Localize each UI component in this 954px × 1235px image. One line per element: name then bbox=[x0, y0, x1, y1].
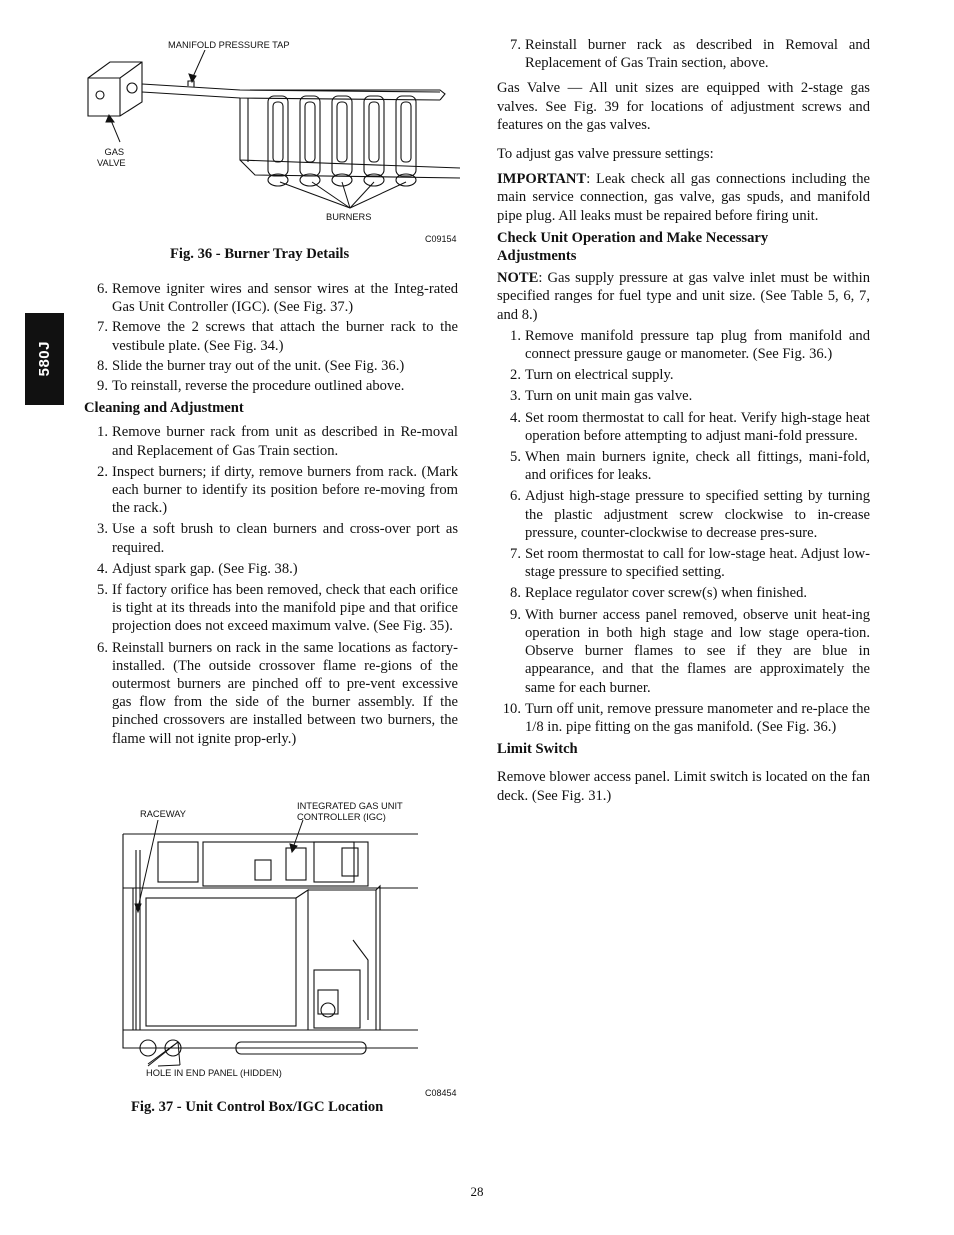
important-label: IMPORTANT bbox=[497, 171, 587, 188]
list-item: 2. Inspect burners; if dirty, remove burners from rack. (Mark each burner to identify its position before re-moving from the rack.) bbox=[97, 463, 458, 517]
cleaning-heading: Cleaning and Adjustment bbox=[84, 400, 244, 417]
figure-36-caption: Fig. 36 - Burner Tray Details bbox=[170, 246, 350, 262]
removal-step-7 bbox=[497, 36, 870, 72]
note-paragraph bbox=[497, 269, 870, 324]
side-tab bbox=[25, 313, 64, 405]
list-item: 10. Turn off unit, remove pressure manometer and re-place the 1/8 in. pipe fitting on the gas manifold. (See Fig. 36.) bbox=[502, 700, 870, 735]
right-column bbox=[497, 36, 870, 805]
figure-37-caption: Fig. 37 - Unit Control Box/IGC Location bbox=[131, 1099, 384, 1115]
list-item: 7. Remove the 2 screws that attach the burner rack to the vestibule plate. (See Fig. 34.) bbox=[97, 319, 458, 354]
label-igc-line1: INTEGRATED GAS UNIT bbox=[297, 801, 403, 811]
list-item: 9. To reinstall, reverse the procedure outlined above. bbox=[97, 378, 405, 395]
list-item: 1. Remove burner rack from unit as described in Re-moval and Replacement of Gas Train section. bbox=[97, 424, 458, 459]
label-raceway: RACEWAY bbox=[140, 809, 186, 819]
list-item: 6. Adjust high-stage pressure to specified setting by turning the plastic adjustment screw clockwise to in-crease pressure, counter-clockwise to decrease pres-sure. bbox=[510, 488, 870, 541]
page-number: 28 bbox=[470, 1184, 484, 1199]
list-item: 9. With burner access panel removed, observe unit heat-ing operation in both high stage and low stage opera-tion. Observe burner flames to see if they are blue in appearance, and that the flames are approximately the same for each burner. bbox=[510, 606, 870, 696]
removal-steps-continued bbox=[84, 280, 458, 395]
label-burners: BURNERS bbox=[326, 212, 372, 222]
limit-switch-text: Remove blower access panel. Limit switch is located on the fan deck. (See Fig. 31.) bbox=[497, 769, 870, 804]
label-igc-line2: CONTROLLER (IGC) bbox=[297, 811, 386, 822]
side-tab-label: 580J bbox=[36, 341, 53, 377]
list-item: 2. Turn on electrical supply. bbox=[510, 367, 674, 384]
figure-37-code: C08454 bbox=[425, 1088, 457, 1098]
cleaning-steps bbox=[84, 423, 458, 747]
list-item: 6. Reinstall burners on rack in the same locations as factory-installed. (The outside crossover flame re-gions of the outermost burners are pinched off to pre-vent excessive gas flow from the side of the burner assembly. If the pinched crossovers are installed between two burners, the flame will not ignite prop-erly.) bbox=[97, 639, 458, 747]
list-item: 1. Remove manifold pressure tap plug from manifold and connect pressure gauge or manometer. (See Fig. 36.) bbox=[510, 327, 870, 363]
list-item: 5. If factory orifice has been removed, check that each orifice is tight at its threads into the manifold pipe and that orifice projection does not exceed maximum valve. (See Fig. 35). bbox=[97, 582, 458, 635]
list-item: 4. Adjust spark gap. (See Fig. 38.) bbox=[97, 560, 298, 577]
list-item: 6. Remove igniter wires and sensor wires at the Integ-rated Gas Unit Controller (IGC). (See Fig. 37.) bbox=[97, 281, 458, 316]
burner-tray-drawing bbox=[80, 50, 460, 220]
gas-valve-paragraph: Gas Valve — All unit sizes are equipped with 2-stage gas valves. See Fig. 39 for locations of adjustment screws and features on the gas valves. bbox=[497, 80, 870, 133]
burner-tubes bbox=[268, 96, 416, 186]
list-item: 8. Slide the burner tray out of the unit. (See Fig. 36.) bbox=[97, 357, 405, 374]
list-item: 3. Use a soft brush to clean burners and cross-over port as required. bbox=[97, 521, 458, 556]
label-hole-in-end-panel: HOLE IN END PANEL (HIDDEN) bbox=[146, 1068, 282, 1078]
important-paragraph bbox=[497, 170, 870, 225]
label-gas-valve-line1: GAS bbox=[104, 147, 125, 157]
label-manifold-pressure-tap: MANIFOLD PRESSURE TAP bbox=[168, 40, 290, 50]
adjust-intro: To adjust gas valve pressure settings: bbox=[497, 146, 714, 163]
control-box-drawing bbox=[118, 820, 420, 1070]
list-item: 8. Replace regulator cover screw(s) when finished. bbox=[510, 585, 808, 602]
figure-36-code: C09154 bbox=[425, 234, 457, 244]
list-item: 7. Set room thermostat to call for low-stage heat. Adjust low-stage pressure to specified setting. bbox=[510, 546, 870, 581]
list-item: 7. Reinstall burner rack as described in Removal and Replacement of Gas Train section, above. bbox=[510, 37, 870, 72]
list-item: 5. When main burners ignite, check all fittings, mani-fold, and orifices for leaks. bbox=[510, 449, 870, 484]
label-gas-valve-line2: VALVE bbox=[97, 157, 126, 168]
list-item: 4. Set room thermostat to call for heat. Verify high-stage heat operation before attempting to adjust mani-fold pressure. bbox=[510, 409, 870, 444]
note-text: : Gas supply pressure at gas valve inlet must be within specified ranges for fuel type and unit size. (See Table 5, 6, 7, and 8.) bbox=[497, 270, 870, 323]
list-item: 3. Turn on unit main gas valve. bbox=[510, 388, 693, 405]
check-heading: Check Unit Operation and Make Necessary Adjustments bbox=[497, 229, 769, 265]
left-column bbox=[84, 280, 458, 748]
check-steps bbox=[497, 327, 870, 736]
label-igc bbox=[297, 801, 403, 822]
limit-switch-heading: Limit Switch bbox=[497, 741, 578, 758]
important-text: : Leak check all gas connections including the main service connection, gas valve, gas spuds, and manifold pipe plug. All leaks must be repaired before firing unit. bbox=[497, 171, 870, 224]
note-label: NOTE bbox=[497, 270, 539, 287]
